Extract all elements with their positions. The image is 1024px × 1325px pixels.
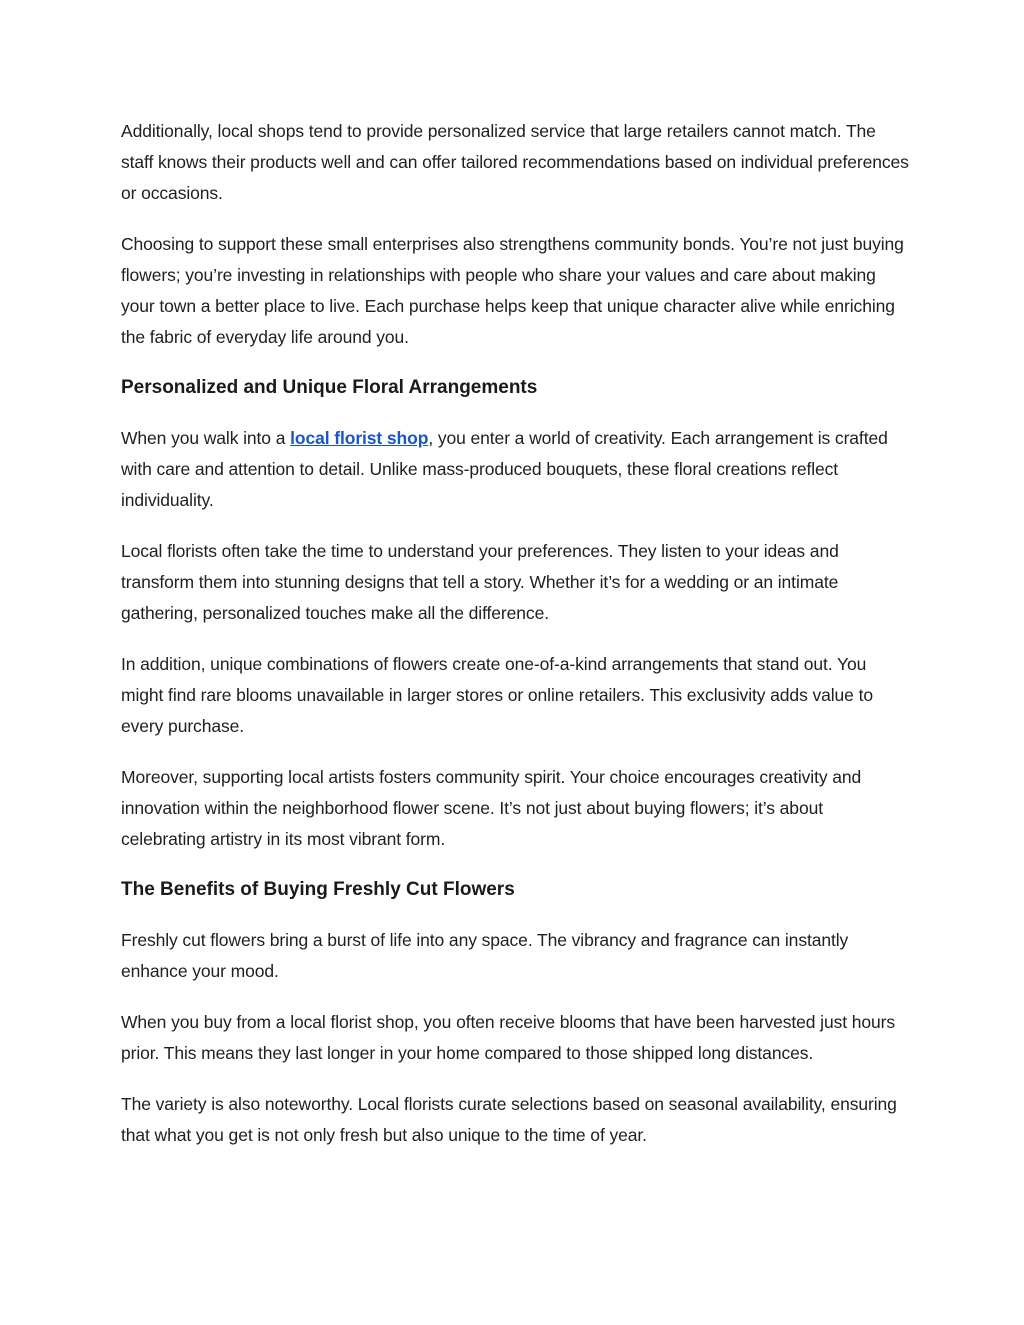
paragraph-harvested-hours-prior: When you buy from a local florist shop, you often receive blooms that have been harvested just hours prior. This means they last longer in your home compared to those shipped long distances. [121, 1012, 896, 1063]
heading-personalized-arrangements: Personalized and Unique Floral Arrangements [121, 377, 538, 398]
paragraph-text-after-link: , you enter a world of creativity. Each arrangement is crafted with care and attention to detail. Unlike mass-produced bouquets, these floral creations reflect individuality. [121, 428, 888, 510]
paragraph-understand-preferences: Local florists often take the time to understand your preferences. They listen to your ideas and transform them into stunning designs that tell a story. Whether it’s for a wedding or an intimate gathering, personalized touches make all the difference. [121, 541, 839, 623]
paragraph-unique-combinations: In addition, unique combinations of flowers create one-of-a-kind arrangements that stand out. You might find rare blooms unavailable in larger stores or online retailers. This exclusivity adds value to every purchase. [121, 654, 873, 736]
paragraph-walk-into-shop [121, 423, 911, 516]
paragraph-local-artists: Moreover, supporting local artists fosters community spirit. Your choice encourages creativity and innovation within the neighborhood flower scene. It’s not just about buying flowers; it’s about celebrating artistry in its most vibrant form. [121, 767, 862, 849]
paragraph-seasonal-variety: The variety is also noteworthy. Local florists curate selections based on seasonal availability, ensuring that what you get is not only fresh but also unique to the time of year. [121, 1094, 897, 1145]
document-page [121, 116, 911, 1171]
heading-freshly-cut-benefits: The Benefits of Buying Freshly Cut Flowers [121, 879, 515, 900]
paragraph-burst-of-life: Freshly cut flowers bring a burst of life into any space. The vibrancy and fragrance can instantly enhance your mood. [121, 930, 849, 981]
paragraph-community-bonds: Choosing to support these small enterprises also strengthens community bonds. You’re not just buying flowers; you’re investing in relationships with people who share your values and care about making your town a better place to live. Each purchase helps keep that unique character alive while enriching the fabric of everyday life around you. [121, 234, 904, 347]
paragraph-personalized-service: Additionally, local shops tend to provide personalized service that large retailers cannot match. The staff knows their products well and can offer tailored recommendations based on individual preferences or occasions. [121, 121, 909, 203]
local-florist-shop-link[interactable]: local florist shop [290, 428, 429, 448]
paragraph-text-before-link: When you walk into a [121, 428, 291, 448]
